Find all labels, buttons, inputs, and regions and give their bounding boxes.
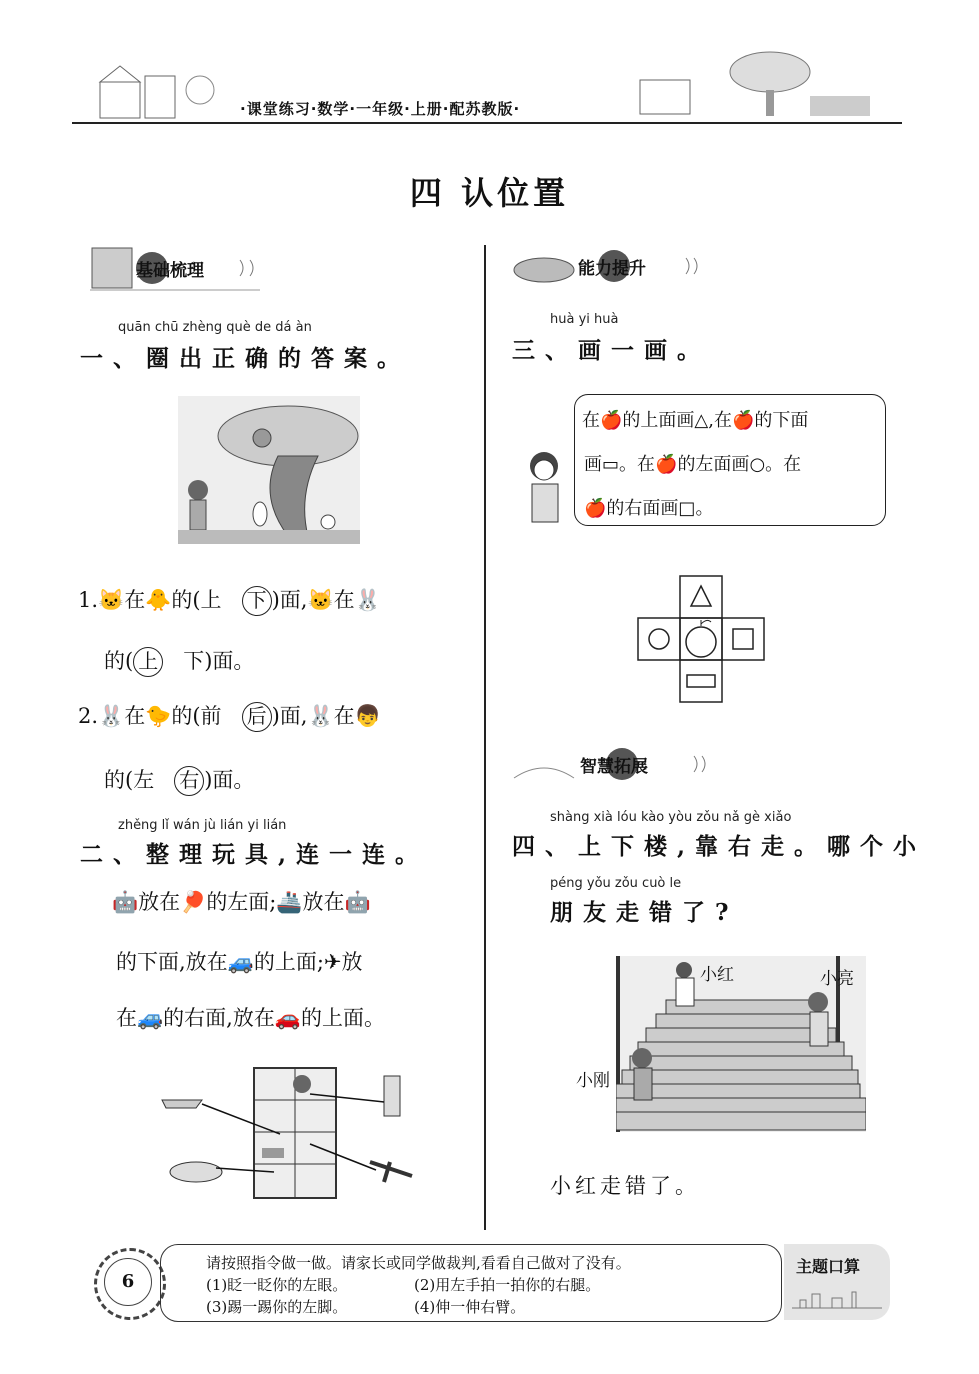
ability-section-label: 能力提升 [578, 259, 646, 279]
q2-text: 放在 [138, 890, 181, 914]
q3-text: 的右面画 [606, 498, 679, 519]
footer-skyline-icon [792, 1288, 882, 1310]
q3-text: 。在 [765, 454, 802, 475]
q1-text: 在 [124, 588, 146, 612]
q1-text: 在 [333, 704, 355, 728]
footer-task-3: (3)踢一踢你的左脚。 [206, 1298, 348, 1316]
q3-instruction-line3 [584, 494, 713, 520]
q4-title-line2: 朋友走错了? [550, 899, 739, 926]
q1-answer-circle[interactable]: 右 [174, 766, 204, 796]
q2-text: 放 [341, 950, 363, 974]
q4-pinyin-line2: péng yǒu zǒu cuò le [550, 876, 682, 891]
footer-instruction: 请按照指令做一做。请家长或同学做裁判,看看自己做对了没有。 [206, 1254, 631, 1272]
q4-title-line1: 四、上下楼,靠右走。哪个小 [512, 833, 927, 860]
q3-instruction-line1 [582, 406, 808, 432]
header-buildings-illustration [90, 62, 240, 122]
q2-text: 的上面; [253, 950, 324, 974]
q1-answer-circle[interactable]: 下 [242, 586, 272, 616]
robot-icon: 🤖 [112, 890, 139, 914]
footer-brand: 主题口算 [796, 1257, 861, 1276]
q2-text: 的右面,放在 [163, 1006, 275, 1030]
q3-text: ,在 [708, 410, 732, 431]
q2-text: 的左面; [206, 890, 277, 914]
boy-icon: 👦 [354, 704, 381, 728]
robot-icon: 🤖 [344, 890, 371, 914]
footer-task-4: (4)伸一伸右臂。 [414, 1298, 526, 1316]
q1-text: 的(上 [171, 588, 222, 612]
q3-text: 。在 [619, 454, 656, 475]
q2-pinyin: zhěng lǐ wán jù lián yi lián [118, 818, 287, 833]
q3-text: 的下面 [754, 410, 809, 431]
q1-item1-line2 [104, 645, 254, 677]
tree-animals-illustration [178, 396, 360, 544]
ship-icon: 🚢 [276, 890, 303, 914]
airplane-icon: ✈ [323, 950, 342, 974]
page-title: 四 认位置 [409, 174, 570, 212]
footer-task-1: (1)眨一眨你的左眼。 [206, 1276, 348, 1294]
q1-answer-circle[interactable]: 上 [133, 647, 163, 677]
chick-icon: 🐤 [145, 704, 172, 728]
rectangle-icon: ▭ [602, 454, 620, 475]
girl-illustration [514, 448, 576, 526]
q2-text: 放在 [302, 890, 345, 914]
toy-car-icon: 🚙 [227, 950, 254, 974]
apple-icon: 🍎 [600, 410, 623, 431]
q1-item1-number: 1. [78, 588, 99, 612]
apple-icon: 🍎 [584, 498, 607, 519]
q1-text: 下)面。 [183, 649, 255, 673]
wisdom-section-label: 智慧拓展 [580, 757, 648, 777]
header-house-tree-illustration [620, 50, 890, 122]
q4-answer: 小红走错了。 [550, 1174, 700, 1198]
apple-icon: 🍎 [655, 454, 678, 475]
rabbit-icon: 🐰 [307, 704, 334, 728]
car-icon: 🚗 [274, 1006, 301, 1030]
q1-item2-line2 [104, 764, 254, 796]
toy-car-icon: 🚙 [137, 1006, 164, 1030]
cat-icon: 🐱 [307, 588, 334, 612]
cat-icon: 🐱 [98, 588, 125, 612]
page-number: 6 [104, 1258, 152, 1306]
q1-text: 的(前 [171, 704, 222, 728]
q2-text: 在 [116, 1006, 137, 1030]
name-label-xiaohong: 小红 [700, 965, 734, 985]
q1-item2-number: 2. [78, 704, 99, 728]
q1-item1-line1 [78, 584, 381, 616]
q1-text: )面, [271, 588, 308, 612]
name-label-xiaogang: 小刚 [576, 1071, 610, 1091]
q3-text: 在 [582, 410, 600, 431]
circle-icon: ○ [749, 454, 766, 475]
cross-grid-answer[interactable] [636, 574, 768, 706]
q4-pinyin-line1: shàng xià lóu kào yòu zǒu nǎ gè xiǎo [550, 810, 792, 825]
q3-text: 的上面画 [622, 410, 695, 431]
header-title: ·课堂练习·数学·一年级·上册·配苏教版· [240, 100, 521, 118]
header-rule [72, 122, 902, 124]
footer-task-2: (2)用左手拍一拍你的右腿。 [414, 1276, 601, 1294]
q2-line1 [112, 886, 371, 916]
q2-line2 [116, 946, 363, 976]
q1-title: 一、圈出正确的答案。 [80, 345, 410, 372]
rabbit-icon: 🐰 [98, 704, 125, 728]
q1-text: )面, [271, 704, 308, 728]
q2-line3 [116, 1002, 385, 1032]
triangle-icon: △ [694, 410, 709, 431]
q1-text: 在 [333, 588, 355, 612]
q1-pinyin: quān chū zhèng què de dá àn [118, 320, 312, 335]
q1-text: 的(左 [104, 768, 155, 792]
q2-text: 的下面,放在 [116, 950, 228, 974]
ping-pong-paddle-icon: 🏓 [180, 890, 207, 914]
q2-text: 的上面。 [301, 1006, 385, 1030]
q3-title: 三、画一画。 [512, 337, 710, 364]
basic-section-label: 基础梳理 [136, 261, 204, 281]
q2-title: 二、整理玩具,连一连。 [80, 841, 429, 868]
q3-text: 的左面画 [677, 454, 750, 475]
apple-icon: 🍎 [732, 410, 755, 431]
q1-text: 在 [124, 704, 146, 728]
q3-text: 。 [695, 498, 714, 519]
q3-pinyin: huà yi huà [550, 312, 619, 327]
q3-instruction-line2 [584, 450, 801, 476]
toy-shelf-matching-diagram[interactable] [150, 1064, 430, 1202]
column-divider [484, 245, 486, 1230]
q1-item2-line1 [78, 700, 381, 732]
square-icon: □ [678, 498, 696, 519]
q1-text: 的( [104, 649, 134, 673]
name-label-xiaoliang: 小亮 [820, 969, 854, 989]
q1-text: )面。 [204, 768, 255, 792]
rabbit-icon: 🐰 [354, 588, 381, 612]
q3-text: 画 [584, 454, 602, 475]
chick-icon: 🐥 [145, 588, 172, 612]
q1-answer-circle[interactable]: 后 [242, 702, 272, 732]
